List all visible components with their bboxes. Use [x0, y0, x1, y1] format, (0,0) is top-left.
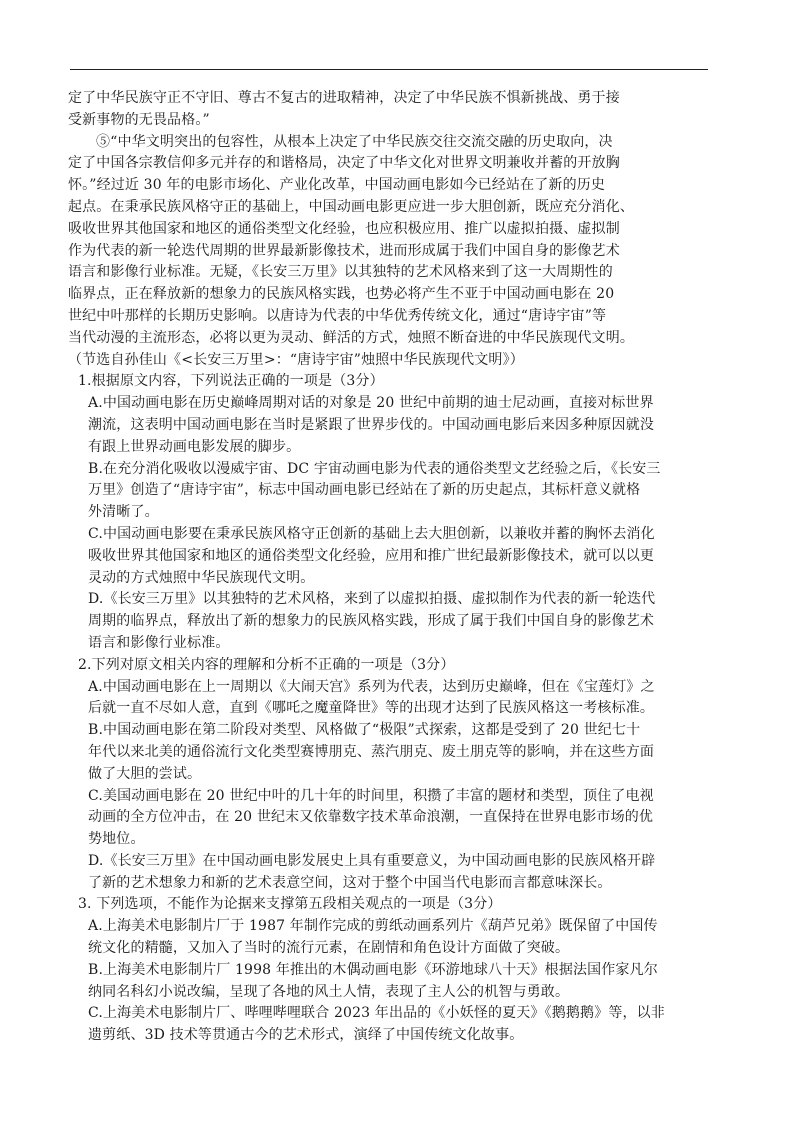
option-line: 有跟上世界动画电影发展的脚步。 [88, 438, 301, 455]
option-line: 语言和影像行业标准。 [88, 634, 230, 651]
option-line: A.中国动画电影在历史巅峰周期对话的对象是 20 世纪中前期的迪士尼动画，直接对标世界 [88, 395, 654, 412]
passage-line: 定了中国各宗教信仰多元并存的和谐格局，决定了中华文化对世界文明兼收并蓄的开放胸 [68, 155, 620, 172]
option-line: 外清晰了。 [88, 504, 159, 521]
option-line: 潮流，这表明中国动画电影在当时是紧跟了世界步伐的。中国动画电影后来因多种原因就没 [88, 416, 654, 433]
option-b [68, 720, 716, 785]
option-line: B.在充分消化吸收以漫威宇宙、DC 宇宙动画电影为代表的通俗类型文艺经验之后，《长安三 [88, 460, 661, 477]
question-1 [68, 371, 716, 654]
option-line: C.中国动画电影要在秉承民族风格守正创新的基础上去大胆创新，以兼收并蓄的胸怀去消化 [88, 525, 655, 542]
option-line: 后就一直不尽如人意，直到《哪吒之魔童降世》等的出现才达到了民族风格这一考核标准。 [88, 700, 654, 717]
passage-line: 定了中华民族守正不守旧、尊古不复古的进取精神，决定了中华民族不惧新挑战、勇于接 [68, 90, 620, 106]
question-stem: 1.根据原文内容，下列说法正确的一项是（3分） [78, 373, 384, 390]
option-a [68, 393, 716, 458]
option-line: B.中国动画电影在第二阶段对类型、风格做了“极限”式探索，这都是受到了 20 世纪七十 [88, 722, 641, 739]
option-line: C.美国动画电影在 20 世纪中叶的几十年的时间里，积攒了丰富的题材和类型，顶住了电视 [88, 787, 654, 804]
option-line: D.《长安三万里》以其独特的艺术风格，来到了以虚拟拍摄、虚拟制作为代表的新一轮迭代 [88, 591, 656, 608]
option-line: 万里》创造了“唐诗宇宙”，标志中国动画电影已经站在了新的历史起点，其标杆意义就格 [88, 482, 641, 499]
option-line: D.《长安三万里》在中国动画电影发展史上具有重要意义，为中国动画电影的民族风格开辟 [88, 852, 656, 869]
question-3 [68, 894, 716, 1047]
option-a [68, 677, 716, 721]
option-line: 吸收世界其他国家和地区的通俗类型文化经验，应用和推广世纪最新影像技术，就可以以更 [88, 547, 654, 564]
option-line: A.中国动画电影在上一周期以《大闹天宫》系列为代表，达到历史巅峰，但在《宝莲灯》之 [88, 678, 655, 695]
question-stem: 3. 下列选项，不能作为论据来支撑第五段相关观点的一项是（3分） [78, 896, 502, 913]
option-b [68, 459, 716, 524]
header-rule [70, 69, 708, 70]
option-line: 势地位。 [88, 831, 145, 848]
passage-line: 语言和影像行业标准。无疑，《长安三万里》以其独特的艺术风格来到了这一大周期性的 [68, 264, 613, 281]
passage-line: 吸收世界其他国家和地区的通俗类型文化经验，也应积极应用、推广以虚拟拍摄、虚拟制 [68, 220, 620, 237]
question-stem: 2.下列对原文相关内容的理解和分析不正确的一项是（3分） [78, 656, 455, 673]
passage-line: 当代动漫的主流形态，必将以更为灵动、鲜活的方式，烛照不断奋进的中华民族现代文明。 [68, 329, 634, 346]
option-c [68, 786, 716, 851]
passage-line: 受新事物的无畏品格。” [68, 111, 210, 128]
passage-line: 怀。”经过近 30 年的电影市场化、产业化改革，中国动画电影如今已经站在了新的历史 [68, 177, 606, 194]
option-c [68, 1003, 716, 1047]
option-a [68, 916, 716, 960]
option-line: 遗剪纸、3D 技术等贯通古今的艺术形式，演绎了中国传统文化故事。 [88, 1027, 524, 1044]
option-line: B.上海美术电影制片厂 1998 年推出的木偶动画电影《环游地球八十天》根据法国作家凡尔 [88, 961, 658, 978]
passage-line: 作为代表的新一轮迭代周期的世界最新影像技术，进而形成属于我们中国自身的影像艺术 [68, 242, 620, 259]
option-line: 灵动的方式烛照中华民族现代文明。 [88, 569, 315, 586]
source-citation: （节选自孙佳山《<长安三万里>：“唐诗宇宙”烛照中华民族现代文明》） [68, 351, 524, 368]
option-c [68, 524, 716, 589]
passage [68, 88, 716, 371]
option-line: 做了大胆的尝试。 [88, 765, 202, 782]
passage-line: 世纪中叶那样的长期历史影响。以唐诗为代表的中华优秀传统文化，通过“唐诗宇宙”等 [68, 307, 607, 324]
passage-line: 临界点，正在释放新的想象力的民族风格实践，也势必将产生不亚于中国动画电影在 20 [68, 286, 615, 303]
option-line: 纳同名科幻小说改编，呈现了各地的风土人情，表现了主人公的机智与勇敢。 [88, 983, 570, 1000]
passage-line: ⑤“中华文明突出的包容性，从根本上决定了中华民族交往交流交融的历史取向，决 [96, 133, 613, 150]
option-d [68, 851, 716, 895]
question-2 [68, 655, 716, 895]
option-line: 周期的临界点，释放出了新的想象力的民族风格实践，形成了属于我们中国自身的影像艺术 [88, 613, 654, 630]
option-line: 年代以来北美的通俗流行文化类型赛博朋克、蒸汽朋克、废土朋克等的影响，并在这些方面 [88, 743, 654, 760]
document-page [68, 88, 716, 1047]
option-line: 动画的全方位冲击，在 20 世纪末又依靠数字技术革命浪潮，一直保持在世界电影市场的优 [88, 809, 654, 826]
option-line: A.上海美术电影制片厂于 1987 年制作完成的剪纸动画系列片《葫芦兄弟》既保留了中国传 [88, 918, 658, 935]
option-b [68, 960, 716, 1004]
option-line: 了新的艺术想象力和新的艺术表意空间，这对于整个中国当代电影而言都意味深长。 [88, 874, 612, 891]
option-d [68, 589, 716, 654]
option-line: 统文化的精髓，又加入了当时的流行元素，在剧情和角色设计方面做了突破。 [88, 940, 570, 957]
option-line: C.上海美术电影制片厂、哔哩哔哩联合 2023 年出品的《小妖怪的夏天》《鹅鹅鹅》等，以非 [88, 1005, 665, 1022]
passage-line: 起点。在秉承民族风格守正的基础上，中国动画电影更应进一步大胆创新，既应充分消化、 [68, 198, 634, 215]
